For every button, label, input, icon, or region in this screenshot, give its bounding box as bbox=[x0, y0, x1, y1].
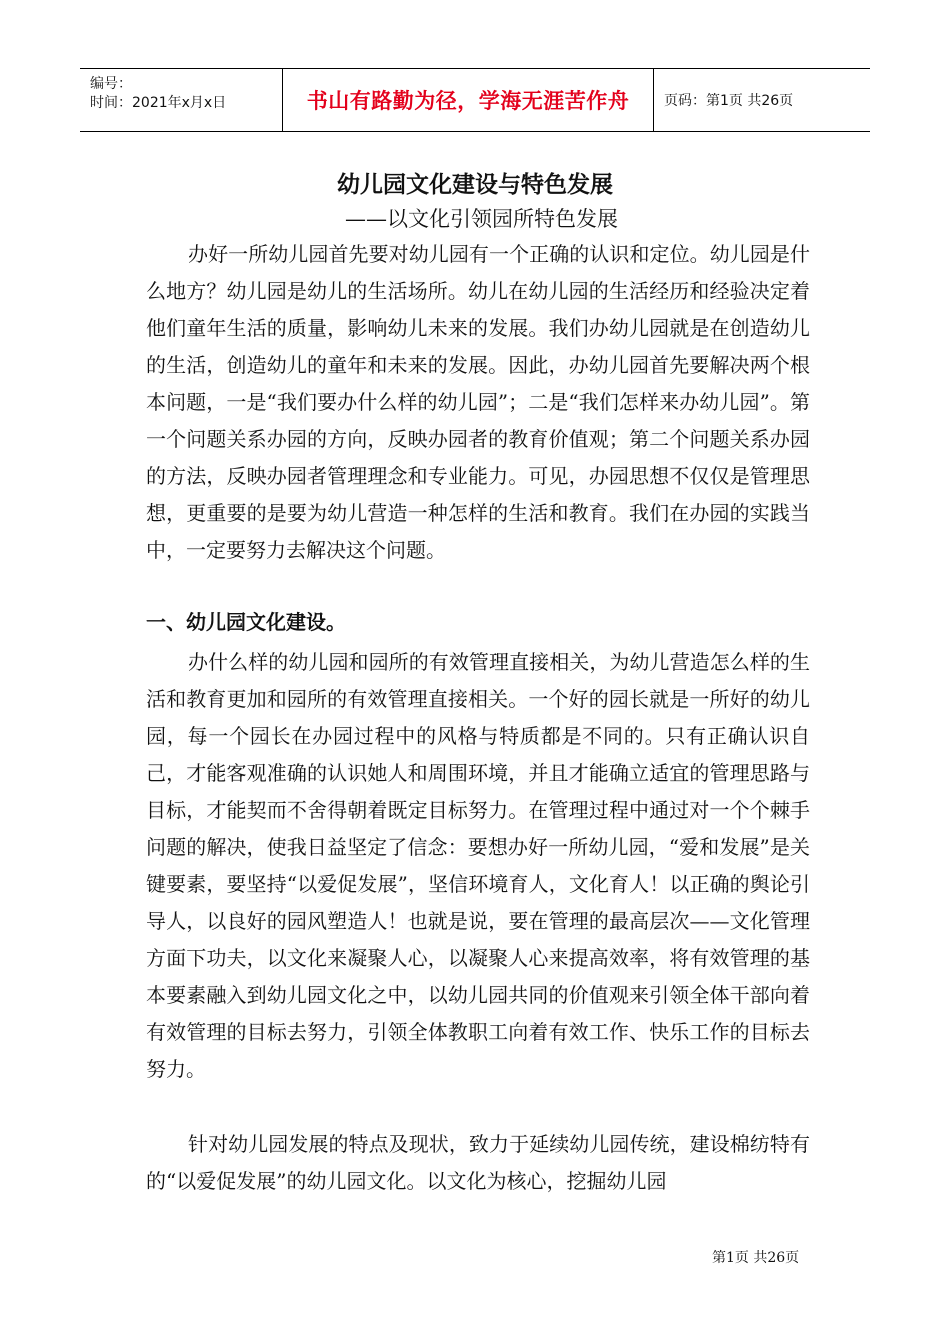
document-header bbox=[80, 68, 870, 132]
footer-page-number: 第1页 共26页 bbox=[712, 1250, 800, 1266]
paragraph-intro: 办好一所幼儿园首先要对幼儿园有一个正确的认识和定位。幼儿园是什么地方？幼儿园是幼儿的生活场所。幼儿在幼儿园的生活经历和经验决定着他们童年生活的质量，影响幼儿未来的发展。我们办幼儿园就是在创造幼儿的生活，创造幼儿的童年和未来的发展。因此，办幼儿园首先要解决两个根本问题，一是“我们要办什么样的幼儿园”；二是“我们怎样来办幼儿园”。第一个问题关系办园的方向，反映办园者的教育价值观；第二个问题关系办园的方法，反映办园者管理理念和专业能力。可见，办园思想不仅仅是管理思想，更重要的是要为幼儿营造一种怎样的生活和教育。我们在办园的实践当中，一定要努力去解决这个问题。 bbox=[146, 242, 810, 562]
number-label: 编号： bbox=[90, 76, 132, 92]
header-motto-cell bbox=[282, 69, 654, 131]
header-meta bbox=[80, 69, 282, 131]
document-subtitle: ——以文化引领园所特色发展 bbox=[345, 207, 618, 231]
section-heading: 一、幼儿园文化建设。 bbox=[146, 610, 346, 634]
time-label: 时间：2021年x月x日 bbox=[90, 95, 227, 111]
document-title: 幼儿园文化建设与特色发展 bbox=[337, 172, 613, 198]
header-page-info: 页码：第1页 共26页 bbox=[664, 93, 794, 109]
paragraph-management: 办什么样的幼儿园和园所的有效管理直接相关，为幼儿营造怎么样的生活和教育更加和园所的有效管理直接相关。一个好的园长就是一所好的幼儿园，每一个园长在办园过程中的风格与特质都是不同的。只有正确认识自己，才能客观准确的认识她人和周围环境，并且才能确立适宜的管理思路与目标，才能契而不舍得朝着既定目标努力。在管理过程中通过对一个个棘手问题的解决，使我日益坚定了信念：要想办好一所幼儿园，“爱和发展”是关键要素，要坚持“以爱促发展”，坚信环境育人，文化育人！以正确的舆论引导人，以良好的园风塑造人！也就是说，要在管理的最高层次——文化管理方面下功夫，以文化来凝聚人心，以凝聚人心来提高效率，将有效管理的基本要素融入到幼儿园文化之中，以幼儿园共同的价值观来引领全体干部向着有效管理的目标去努力，引领全体教职工向着有效工作、快乐工作的目标去努力。 bbox=[146, 650, 810, 1081]
header-motto: 书山有路勤为径，学海无涯苦作舟 bbox=[306, 89, 630, 113]
paragraph-culture: 针对幼儿园发展的特点及现状，致力于延续幼儿园传统，建设棉纺特有的“以爱促发展”的幼儿园文化。以文化为核心，挖掘幼儿园 bbox=[146, 1132, 810, 1193]
